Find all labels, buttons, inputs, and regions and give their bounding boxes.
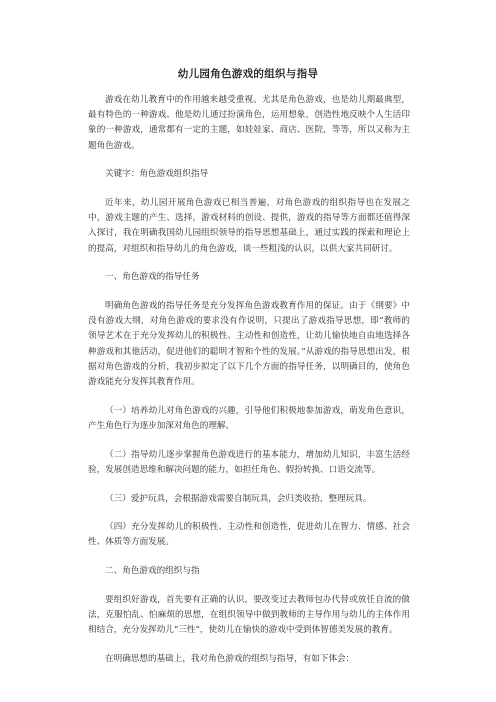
section-heading-1: 一、角色游戏的指导任务 [105,272,200,283]
section-heading-2: 二、角色游戏的组织与指 [105,566,200,577]
document-body [88,93,410,681]
document-title: 幼儿园角色游戏的组织与指导 [177,68,319,80]
list-item-3: （三）爱护玩具，会根据游戏需要自制玩具，会归类收拾，整理玩具。 [105,493,372,504]
list-item-4: （四）充分发挥幼儿的积极性、主动性和创造性，促进幼儿在智力、情感、社会性、体质等方面发展。 [88,522,410,548]
paragraph-experience: 在明确思想的基础上，我对角色游戏的组织与指导，有如下体会： [105,653,355,664]
paragraph-organization: 要组织好游戏，首先要有正确的认识，要改变过去教师包办代替或放任自流的做法，克服怕乱、怕麻烦的思想，在组织领导中做到教师的主导作用与幼儿的主体作用相结合，充分发挥幼儿“三性”，使幼儿在愉快的游戏中受到体智德美发展的教育。 [88,594,410,636]
list-item-1: （一）培养幼儿对角色游戏的兴趣，引导他们积极地参加游戏，萌发角色意识，产生角色行为逐步加深对角色的理解。 [88,405,410,431]
paragraph-guidance-tasks: 明确角色游戏的指导任务是充分发挥角色游戏教育作用的保证。由于《纲要》中没有游戏大纲，对角色游戏的要求没有作说明，只提出了游戏指导思想，即“教师的领导艺术在于充分发挥幼儿的积极性、主动性和创造性，让幼儿愉快地自由地选择各种游戏和其他活动，促进他们的聪明才智和个性的发展。”从游戏的指导思想出发，根据对角色游戏的分析，我初步拟定了以下几个方面的指导任务，以明确目的，使角色游戏能充分发挥其教育作用。 [88,301,410,388]
paragraph-intro: 游戏在幼儿教育中的作用越来越受重视。尤其是角色游戏，也是幼儿期最典型，最有特色的一种游戏。他是幼儿通过扮演角色，运用想象，创造性地反映个人生活印象的一种游戏，通常都有一定的主题，如娃娃家、商店、医院，等等，所以又称为主题角色游戏。 [88,95,410,151]
paragraph-background: 近年来，幼儿园开展角色游戏已相当普遍，对角色游戏的组织指导也在发展之中，游戏主题的产生、选择，游戏材料的创设、提供，游戏的指导等方面都还值得深入探讨，我在明确我国幼儿园组织领导的指导思想基础上，通过实践的探索和理论上的提高，对组织和指导幼儿的角色游戏，谈一些粗浅的认识，以供大家共同研讨。 [88,198,410,254]
list-item-2: （二）指导幼儿逐步掌握角色游戏进行的基本能力，增加幼儿知识，丰富生活经验，发展创造思维和解决问题的能力，如担任角色、假扮转换、口语交流等。 [88,449,410,475]
paragraph-keywords: 关键字：角色游戏组织指导 [105,169,209,180]
